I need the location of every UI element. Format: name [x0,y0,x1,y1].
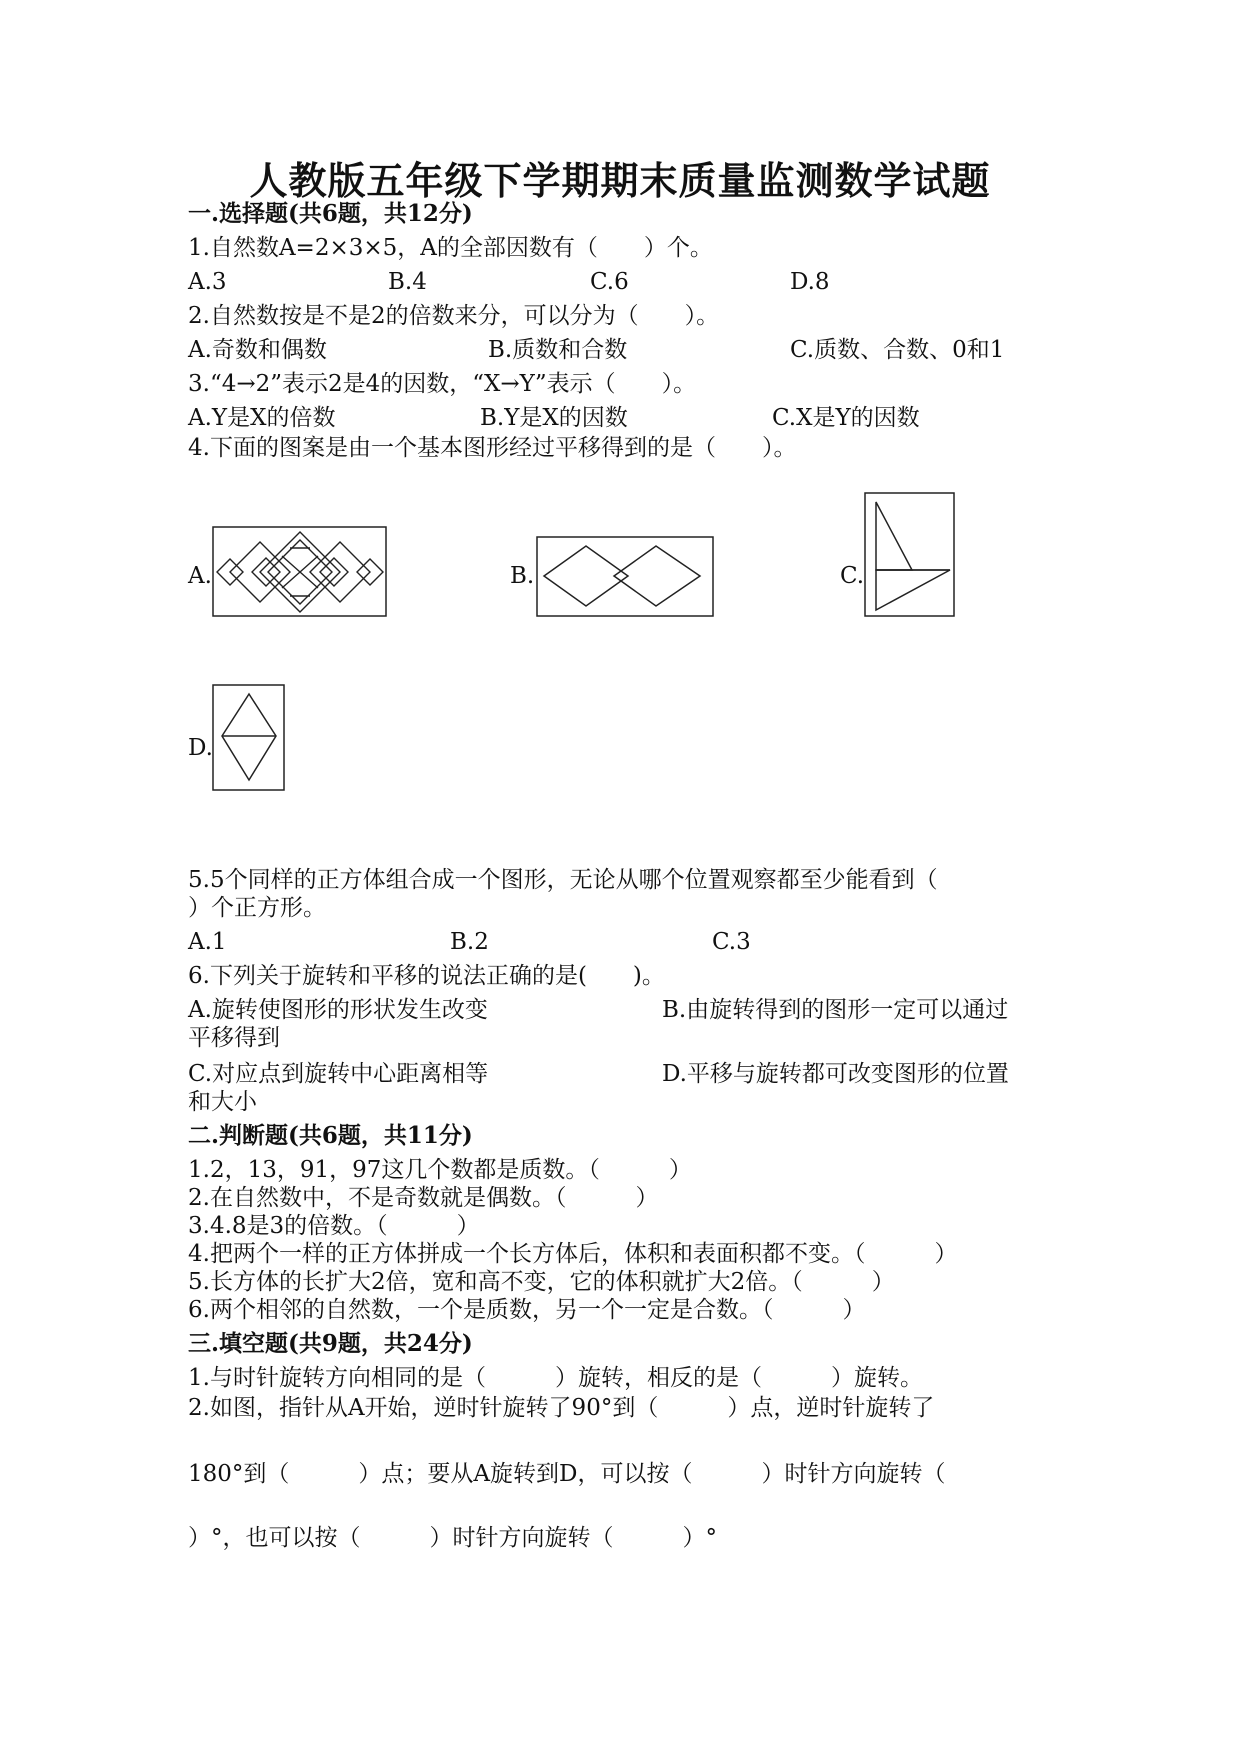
choice-q5-option-a: A.1 [188,929,227,955]
choice-q5-stem-line2: ）个正方形。 [188,895,326,921]
fill-q1: 1.与时针旋转方向相同的是（ ）旋转，相反的是（ ）旋转。 [188,1365,923,1391]
judge-q4: 4.把两个一样的正方体拼成一个长方体后，体积和表面积都不变。（ ） [188,1241,958,1267]
judge-q3: 3.4.8是3的倍数。（ ） [188,1213,480,1239]
figure-c-triangles [864,492,956,618]
section-judge-heading: 二.判断题(共6题，共11分) [188,1122,473,1149]
choice-q2-stem: 2.自然数按是不是2的倍数来分，可以分为（ ）。 [188,303,720,329]
choice-q1-option-a: A.3 [188,269,227,295]
choice-q2-option-c: C.质数、合数、0和1 [790,337,1005,363]
choice-q1-stem: 1.自然数A=2×3×5，A的全部因数有（ ）个。 [188,235,713,261]
choice-q5-option-c: C.3 [712,929,751,955]
choice-q4-option-c: C. [840,563,865,589]
page-title: 人教版五年级下学期期末质量监测数学试题 [249,158,991,203]
choice-q6-stem: 6.下列关于旋转和平移的说法正确的是( )。 [188,963,665,989]
choice-q4-option-d: D. [188,735,213,761]
section-fill-heading: 三.填空题(共9题，共24分) [188,1330,473,1357]
choice-q5-option-b: B.2 [450,929,489,955]
choice-q2-option-b: B.质数和合数 [488,337,628,363]
choice-q1-option-d: D.8 [790,269,830,295]
judge-q1: 1.2，13，91，97这几个数都是质数。（ ） [188,1157,692,1183]
figure-a-interlaced-pattern [212,526,388,618]
fill-q2-line3: ）°，也可以按（ ）时针方向旋转（ ）° [188,1525,717,1551]
choice-q1-option-c: C.6 [590,269,629,295]
choice-q6-option-a: A.旋转使图形的形状发生改变 [188,997,488,1023]
judge-q5: 5.长方体的长扩大2倍，宽和高不变，它的体积就扩大2倍。（ ） [188,1269,895,1295]
choice-q4-stem: 4.下面的图案是由一个基本图形经过平移得到的是（ ）。 [188,435,797,461]
choice-q1-option-b: B.4 [388,269,427,295]
choice-q6-option-d-line1: D.平移与旋转都可改变图形的位置 [662,1061,1009,1087]
choice-q3-option-b: B.Y是X的因数 [480,405,628,431]
choice-q6-option-d-line2: 和大小 [188,1089,257,1115]
choice-q6-option-c: C.对应点到旋转中心距离相等 [188,1061,489,1087]
fill-q2-line2: 180°到（ ）点；要从A旋转到D，可以按（ ）时针方向旋转（ [188,1461,946,1487]
figure-d-diamond-split [212,684,286,792]
section-choice-heading: 一.选择题(共6题，共12分) [188,200,473,227]
judge-q2: 2.在自然数中，不是奇数就是偶数。（ ） [188,1185,659,1211]
choice-q4-option-a: A. [188,563,212,589]
choice-q6-option-b-line2: 平移得到 [188,1025,280,1051]
choice-q4-option-b: B. [510,563,535,589]
choice-q3-stem: 3.“4→2”表示2是4的因数，“X→Y”表示（ ）。 [188,371,697,397]
choice-q6-option-b-line1: B.由旋转得到的图形一定可以通过 [662,997,1009,1023]
choice-q3-option-a: A.Y是X的倍数 [188,405,336,431]
choice-q2-option-a: A.奇数和偶数 [188,337,327,363]
choice-q5-stem-line1: 5.5个同样的正方体组合成一个图形，无论从哪个位置观察都至少能看到（ [188,867,938,893]
fill-q2-line1: 2.如图，指针从A开始，逆时针旋转了90°到（ ）点，逆时针旋转了 [188,1395,935,1421]
judge-q6: 6.两个相邻的自然数，一个是质数，另一个一定是合数。（ ） [188,1297,866,1323]
figure-b-two-diamonds [536,536,716,618]
choice-q3-option-c: C.X是Y的因数 [772,405,920,431]
